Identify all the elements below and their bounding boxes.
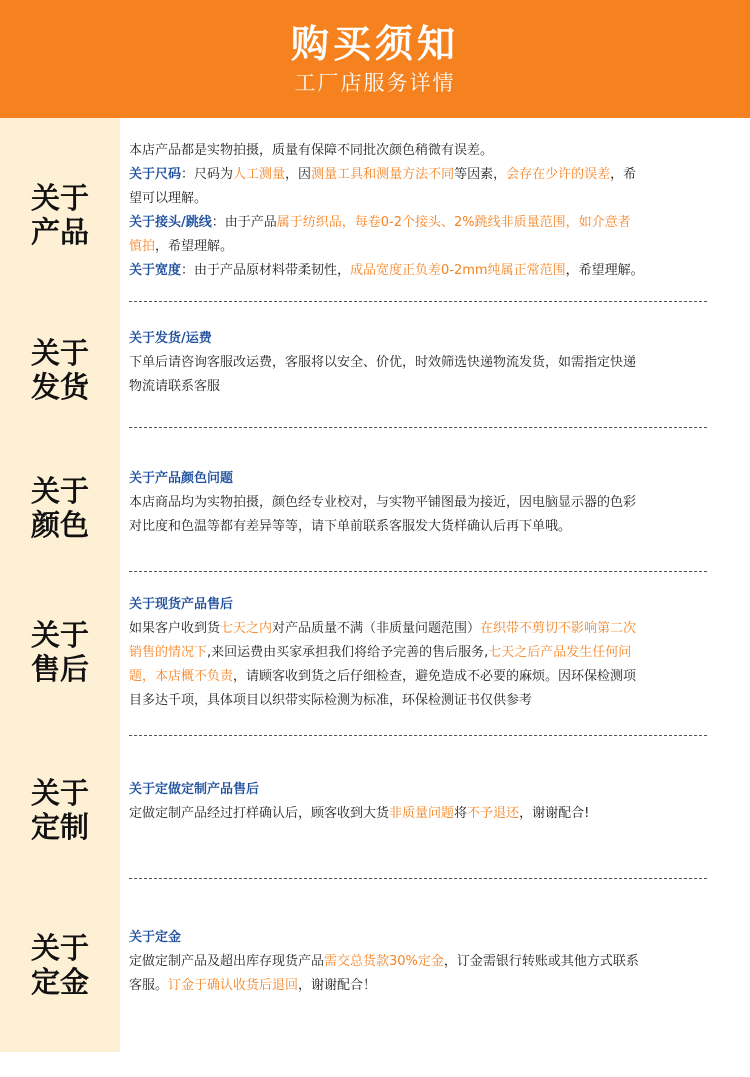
highlight-text: 人工测量 — [233, 167, 286, 182]
section-label — [0, 168, 120, 262]
text: 客服。 — [129, 978, 169, 993]
text: 定做定制产品经过打样确认后，顾客收到大货 — [129, 806, 390, 821]
content-line — [129, 139, 709, 163]
section-custom — [0, 736, 750, 878]
section-heading: 关于现货产品售后 — [129, 597, 234, 612]
highlight-text: 成品宽度正负差0-2mm纯属正常范围 — [350, 263, 566, 278]
text: 定做定制产品及超出库存现货产品 — [129, 954, 325, 969]
section-content — [129, 778, 709, 826]
section-label-top: 关于 — [30, 931, 89, 965]
item-heading: 关于宽度 — [129, 263, 182, 278]
content-line: 物流请联系客服 — [129, 379, 221, 394]
content-line — [129, 211, 709, 235]
section-content — [129, 926, 709, 998]
text: 如果客户收到货 — [129, 621, 221, 636]
text: ，因 — [285, 167, 312, 182]
section-label-top: 关于 — [30, 618, 89, 652]
section-label-top: 关于 — [30, 181, 89, 215]
highlight-text: 销售的情况下 — [129, 645, 208, 660]
highlight-text: 属于纺织品，每卷0-2个接头、2%跳线非质量范围，如介意者 — [276, 215, 631, 230]
content-line: 目多达千项，具体项目以织带实际检测为标准，环保检测证书仅供参考 — [129, 693, 533, 708]
content-line — [129, 974, 709, 998]
notice-body — [0, 118, 750, 1077]
content-line — [129, 641, 709, 665]
content-line: 下单后请咨询客服改运费，客服将以安全、价优，时效筛选快递物流发货，如需指定快递 — [129, 355, 637, 370]
page-header — [0, 0, 750, 118]
section-color — [0, 428, 750, 572]
highlight-text: 题，本店概不负责 — [129, 669, 234, 684]
text: ，希 — [610, 167, 637, 182]
text: 对产品质量不满（非质量问题范围） — [272, 621, 481, 636]
section-heading: 关于发货/运费 — [129, 331, 212, 346]
content-line — [129, 259, 709, 283]
content-line — [129, 163, 709, 187]
highlight-text: 会存在少许的误差 — [506, 167, 611, 182]
text: 等因素， — [454, 167, 507, 182]
section-label-bottom: 定制 — [30, 810, 89, 844]
item-heading: 关于尺码 — [129, 167, 182, 182]
section-heading: 关于产品颜色问题 — [129, 471, 234, 486]
content-line — [129, 235, 709, 259]
text: ，订金需银行转账或其他方式联系 — [443, 954, 639, 969]
section-after-sales — [0, 572, 750, 736]
highlight-text: 在织带不剪切不影响第二次 — [480, 621, 637, 636]
section-label-top: 关于 — [30, 776, 89, 810]
section-content — [129, 327, 709, 399]
item-heading: 关于接头/跳线 — [129, 215, 212, 230]
section-content — [129, 467, 709, 539]
section-label-bottom: 产品 — [30, 215, 89, 249]
content-line: 本店商品均为实物拍摄，颜色经专业校对，与实物平铺图最为接近，因电脑显示器的色彩 — [129, 495, 637, 510]
text: ，谢谢配合！ — [298, 978, 377, 993]
highlight-text: 需交总货款30%定金 — [324, 954, 444, 969]
content-line — [129, 665, 709, 689]
highlight-text: 不予退还 — [467, 806, 520, 821]
highlight-text: 七天之后产品发生任何问 — [488, 645, 632, 660]
text: ，希望理解。 — [565, 263, 644, 278]
highlight-text: 七天之内 — [220, 621, 273, 636]
section-product — [0, 118, 750, 308]
section-label-bottom: 售后 — [30, 652, 89, 686]
section-label — [0, 612, 120, 692]
text: 本店产品都是实物拍摄，质量有保障不同批次颜色稍微有误差。 — [129, 143, 494, 158]
text: ，希望理解。 — [155, 239, 234, 254]
section-heading: 关于定做定制产品售后 — [129, 782, 260, 797]
section-label — [0, 925, 120, 1005]
section-heading: 关于定金 — [129, 930, 182, 945]
page-title: 购买须知 — [290, 22, 459, 66]
section-label-top: 关于 — [30, 336, 89, 370]
content-line: 对比度和色温等都有差异等等，请下单前联系客服发大货样确认后再下单哦。 — [129, 519, 572, 534]
highlight-text: 慎拍 — [129, 239, 156, 254]
content-line — [129, 802, 709, 826]
section-label — [0, 330, 120, 410]
text: 望可以理解。 — [129, 191, 208, 206]
content-line — [129, 950, 709, 974]
section-content — [129, 139, 709, 283]
text: ：尺码为 — [181, 167, 234, 182]
highlight-text: 测量工具和测量方法不同 — [311, 167, 455, 182]
highlight-text: 订金于确认收货后退回 — [168, 978, 299, 993]
text: 将 — [454, 806, 468, 821]
section-label-bottom: 定金 — [30, 965, 89, 999]
text: ：由于产品 — [211, 215, 277, 230]
section-label-bottom: 发货 — [30, 370, 89, 404]
section-content — [129, 593, 709, 713]
section-shipping — [0, 302, 750, 427]
section-label — [0, 468, 120, 548]
text: ，请顾客收到货之后仔细检查，避免造成不必要的麻烦。因环保检测项 — [233, 669, 637, 684]
text: ，谢谢配合! — [519, 806, 590, 821]
text: ：由于产品原材料带柔韧性， — [181, 263, 351, 278]
text: ,来回运费由买家承担我们将给予完善的售后服务, — [207, 645, 489, 660]
section-label — [0, 770, 120, 850]
content-line — [129, 617, 709, 641]
section-deposit — [0, 879, 750, 1052]
page-subtitle: 工厂店服务详情 — [294, 71, 456, 95]
section-label-bottom: 颜色 — [30, 508, 89, 542]
section-label-top: 关于 — [30, 474, 89, 508]
content-line — [129, 187, 709, 211]
highlight-text: 非质量问题 — [389, 806, 455, 821]
